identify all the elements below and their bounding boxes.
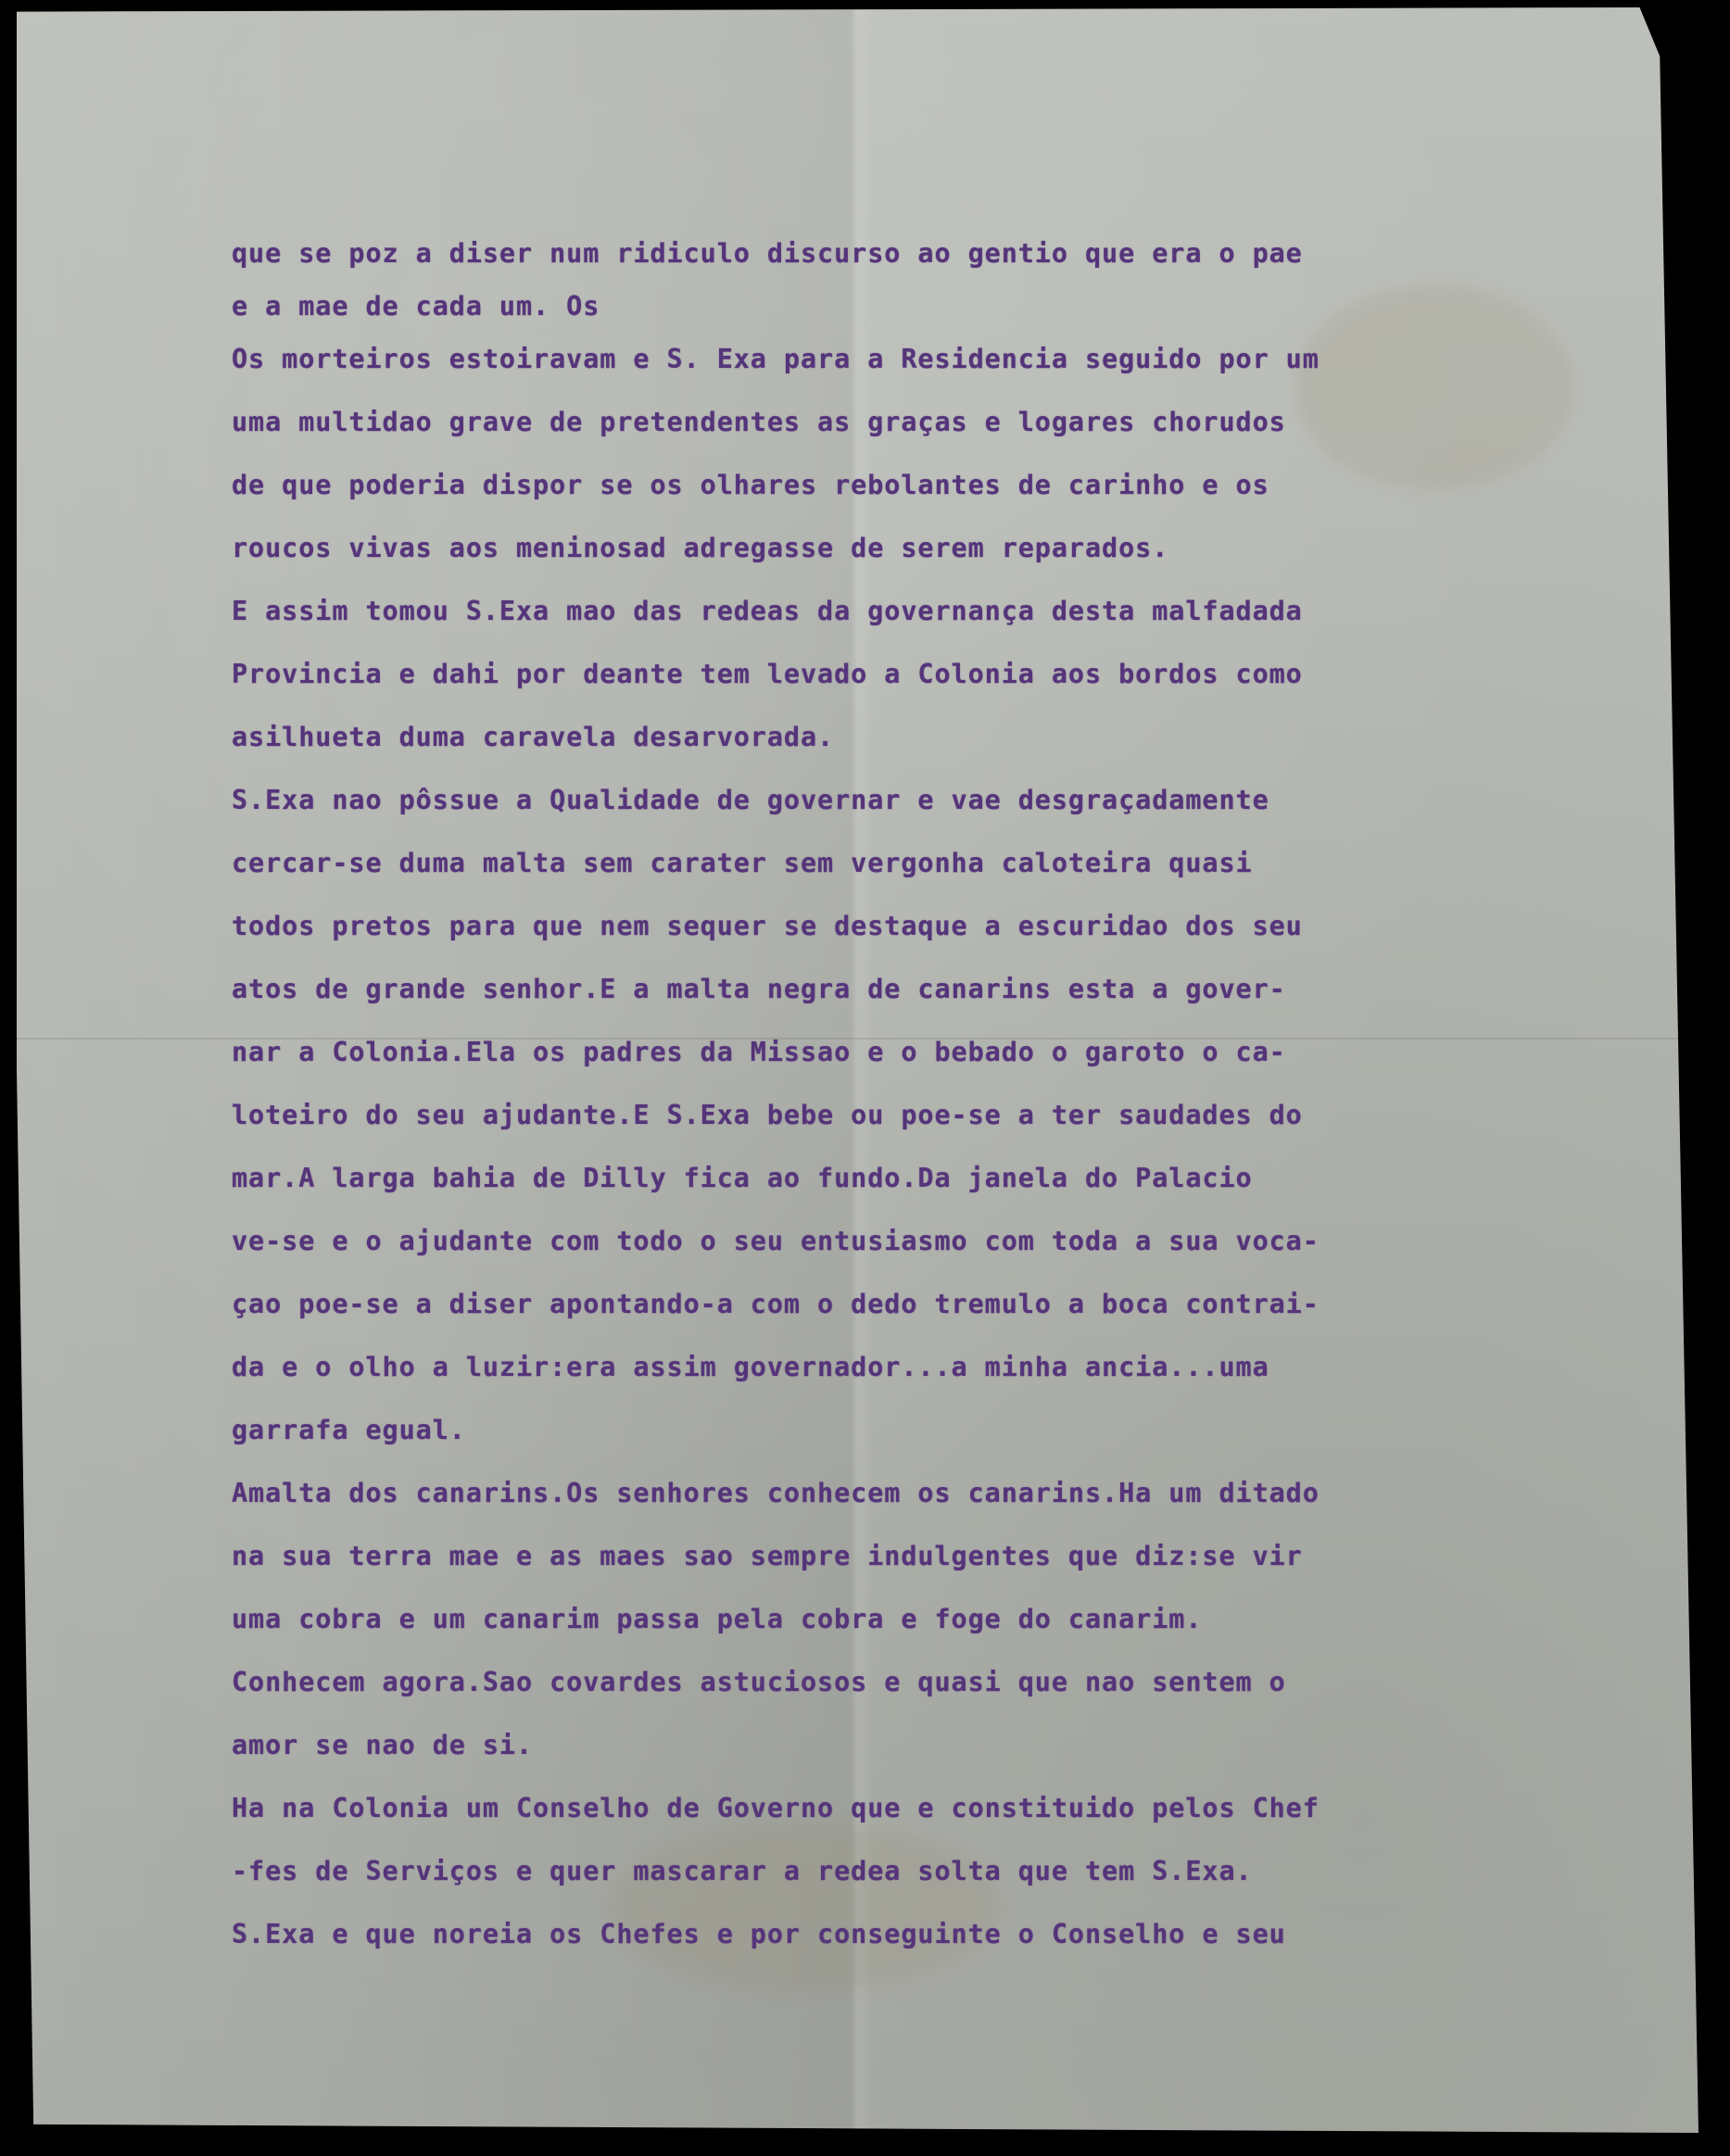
typewritten-text bbox=[232, 222, 1473, 1966]
text-line: Os morteiros estoiravam e S. Exa para a Residencia seguido por um bbox=[232, 344, 1320, 374]
text-line: na sua terra mae e as maes sao sempre indulgentes que diz:se vir bbox=[232, 1541, 1303, 1571]
text-line: uma cobra e um canarim passa pela cobra e foge do canarim. bbox=[232, 1604, 1203, 1634]
text-line: Ha na Colonia um Conselho de Governo que e constituido pelos Chef bbox=[232, 1793, 1320, 1823]
text-line: da e o olho a luzir:era assim governador...a minha ancia...uma bbox=[232, 1352, 1269, 1382]
text-line: garrafa egual. bbox=[232, 1415, 466, 1445]
text-line: e a mae de cada um. Os bbox=[232, 291, 600, 322]
text-line: ve-se e o ajudante com todo o seu entusiasmo com toda a sua voca- bbox=[232, 1226, 1320, 1256]
text-line: todos pretos para que nem sequer se destaque a escuridao dos seu bbox=[232, 911, 1303, 941]
text-line: uma multidao grave de pretendentes as graças e logares chorudos bbox=[232, 407, 1286, 437]
text-line: de que poderia dispor se os olhares rebolantes de carinho e os bbox=[232, 470, 1269, 500]
text-line: S.Exa nao pôssue a Qualidade de governar e vae desgraçadamente bbox=[232, 785, 1269, 815]
text-line: atos de grande senhor.E a malta negra de canarins esta a gover- bbox=[232, 974, 1286, 1004]
text-line: cercar-se duma malta sem carater sem vergonha caloteira quasi bbox=[232, 848, 1253, 878]
text-line: mar.A larga bahia de Dilly fica ao fundo.Da janela do Palacio bbox=[232, 1163, 1253, 1193]
text-line: loteiro do seu ajudante.E S.Exa bebe ou poe-se a ter saudades do bbox=[232, 1100, 1303, 1130]
text-line: çao poe-se a diser apontando-a com o dedo tremulo a boca contrai- bbox=[232, 1289, 1320, 1319]
text-line: amor se nao de si. bbox=[232, 1730, 534, 1760]
text-line: E assim tomou S.Exa mao das redeas da governança desta malfadada bbox=[232, 596, 1303, 626]
text-line: S.Exa e que noreia os Chefes e por conseguinte o Conselho e seu bbox=[232, 1919, 1286, 1949]
text-line: asilhueta duma caravela desarvorada. bbox=[232, 722, 835, 752]
text-line: Provincia e dahi por deante tem levado a Colonia aos bordos como bbox=[232, 659, 1303, 689]
text-line: roucos vivas aos meninosad adregasse de serem reparados. bbox=[232, 533, 1169, 563]
text-line: nar a Colonia.Ela os padres da Missao e o bebado o garoto o ca- bbox=[232, 1037, 1286, 1067]
text-line: -fes de Serviços e quer mascarar a redea solta que tem S.Exa. bbox=[232, 1856, 1253, 1886]
text-line: Conhecem agora.Sao covardes astuciosos e quasi que nao sentem o bbox=[232, 1667, 1286, 1697]
text-line: que se poz a diser num ridiculo discurso ao gentio que era o pae bbox=[232, 238, 1303, 269]
text-line: Amalta dos canarins.Os senhores conhecem os canarins.Ha um ditado bbox=[232, 1478, 1320, 1508]
